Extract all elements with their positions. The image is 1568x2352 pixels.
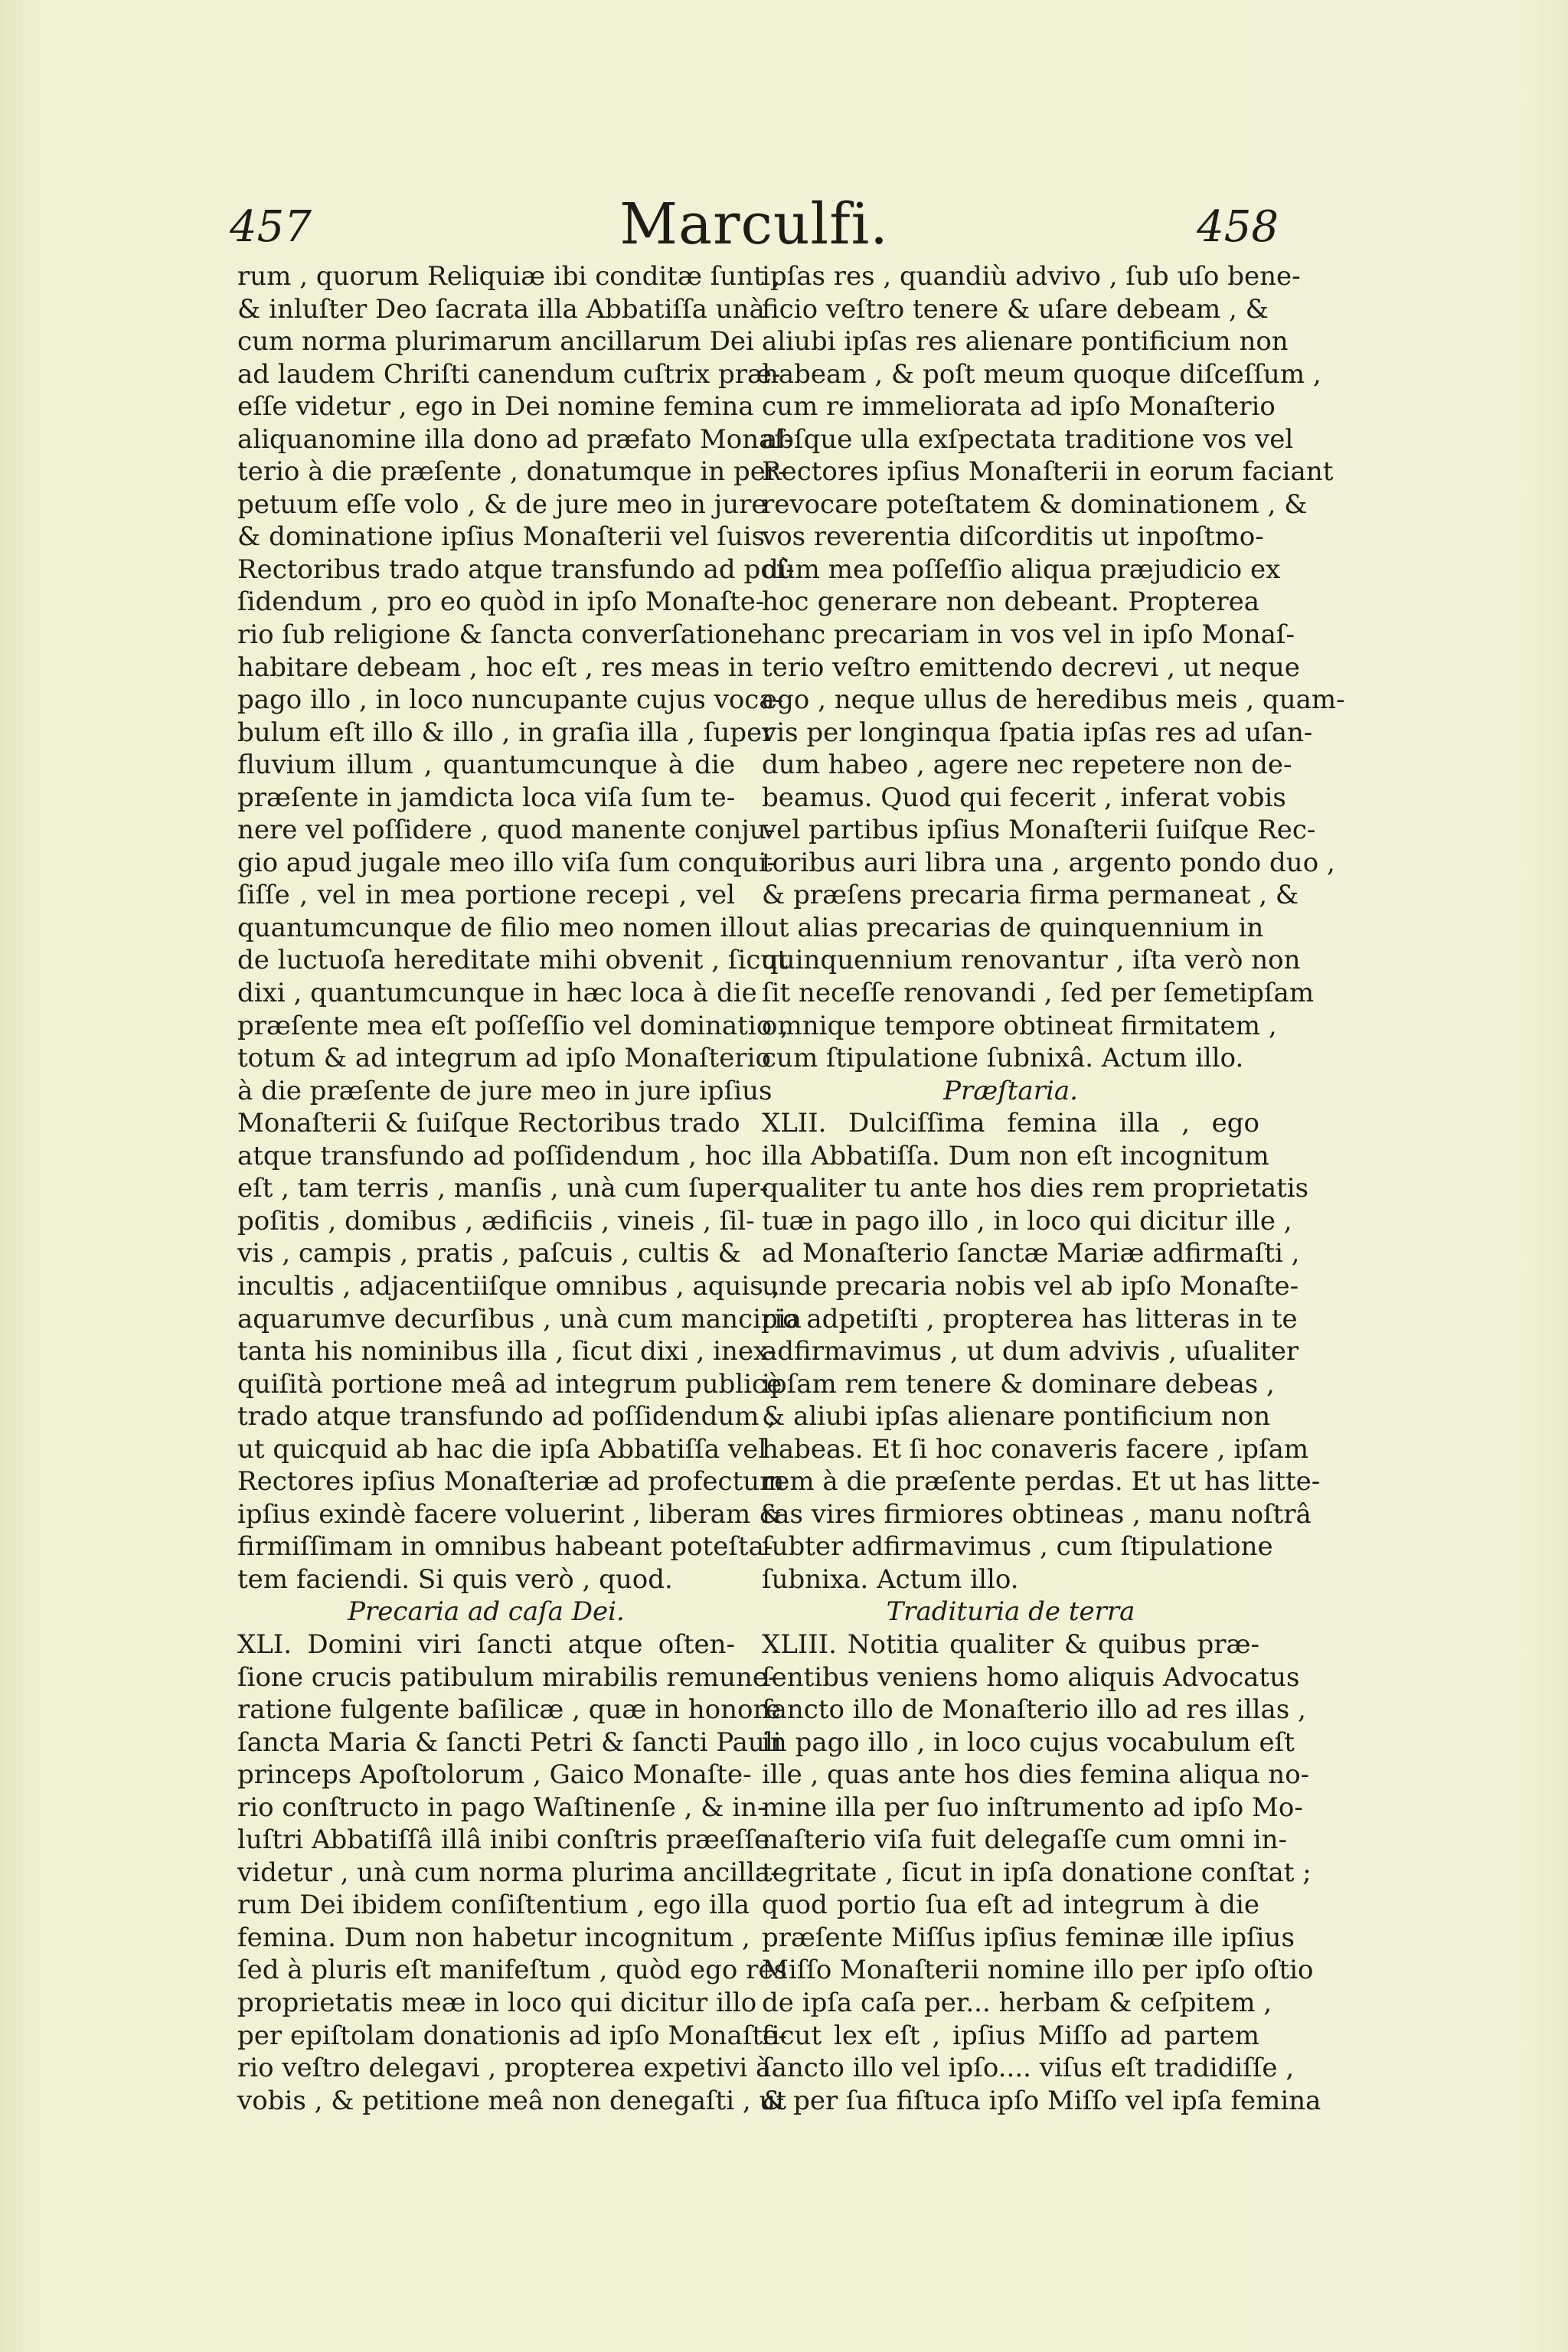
text-line: ratione fulgente baſilicæ , quæ in honore: [237, 1694, 781, 1726]
text-line: ipſam rem tenere & dominare debeas ,: [762, 1368, 1275, 1400]
text-line: præſente in jamdicta loca viſa ſum te-: [237, 782, 736, 813]
text-line: cum norma plurimarum ancillarum Dei: [237, 326, 754, 358]
text-line: gio apud jugale meo illo viſa ſum conqui-: [237, 847, 776, 878]
text-line: tanta his nominibus illa , ſicut dixi , inex-: [237, 1336, 777, 1367]
text-line: tem faciendi. Si quis verò , quod.: [237, 1563, 673, 1595]
text-line: fluvium illum , quantumcunque à die: [237, 750, 735, 781]
page-header: [230, 191, 1279, 260]
text-line: de ipſa caſa per... herbam & ceſpitem ,: [762, 1987, 1272, 2018]
text-line: rio adpetiſti , propterea has litteras in te: [762, 1303, 1298, 1334]
right-column: [762, 260, 1345, 2117]
text-line: revocare poteſtatem & dominationem , &: [762, 488, 1308, 520]
text-line: & per ſua fiſtuca ipſo Miſſo vel ipſa femina: [762, 2085, 1321, 2116]
text-line: cum re immeliorata ad ipſo Monaſterio: [762, 391, 1276, 423]
text-line: femina. Dum non habetur incognitum ,: [237, 1922, 750, 1953]
text-line: ſubnixa. Actum illo.: [762, 1563, 1019, 1595]
text-line: rio conſtructo in pago Waſtinenſe , & in-: [237, 1792, 766, 1823]
text-line: præſente Miſſus ipſius feminæ ille ipſius: [762, 1922, 1295, 1953]
section-heading: Tradituria de terra: [886, 1596, 1135, 1628]
text-line: quantumcunque de filio meo nomen illo: [237, 912, 761, 943]
text-line: ad Monaſterio ſanctæ Mariæ adfirmaſti ,: [762, 1238, 1300, 1269]
text-line: mine illa per ſuo inſtrumento ad ipſo Mo-: [762, 1792, 1303, 1823]
text-line: per epiſtolam donationis ad ipſo Monaſte-: [237, 2020, 787, 2051]
text-line: incultis , adjacentiiſque omnibus , aquis ,: [237, 1270, 780, 1302]
text-line: ſicut lex eſt , ipſius Miſſo ad partem: [762, 2020, 1259, 2051]
page-number-right: 458: [1197, 202, 1279, 252]
text-line: ſione crucis patibulum mirabilis remune-: [237, 1661, 777, 1693]
text-line: ego , neque ullus de heredibus meis , quam-: [762, 684, 1345, 716]
text-line: eſſe videtur , ego in Dei nomine femina: [237, 391, 754, 423]
text-line: unde precaria nobis vel ab ipſo Monaſte-: [762, 1270, 1299, 1302]
text-line: ut quicquid ab hac die ipſa Abbatiſſa vel: [237, 1433, 767, 1465]
text-line: vis , campis , pratis , paſcuis , cultis &: [237, 1238, 741, 1269]
section-heading: Precaria ad caſa Dei.: [348, 1596, 625, 1628]
text-line: bulum eſt illo & illo , in graſia illa , ſuper: [237, 717, 775, 748]
page-number-left: 457: [230, 202, 312, 252]
left-column: [237, 260, 802, 2117]
text-line: XLI. Domini viri ſancti atque oſten-: [237, 1628, 735, 1660]
text-line: nere vel poſſidere , quod manente conju-: [237, 815, 776, 846]
text-line: & dominatione ipſius Monaſterii vel ſuis: [237, 521, 766, 553]
text-line: quiſità portione meâ ad integrum publicè: [237, 1368, 782, 1400]
text-line: omnique tempore obtineat firmitatem ,: [762, 1010, 1277, 1041]
text-line: toribus auri libra una , argento pondo duo ,: [762, 847, 1335, 878]
text-line: de luctuoſa hereditate mihi obvenit , ſicut: [237, 945, 788, 976]
text-line: rio veſtro delegavi , propterea expetivi à: [237, 2053, 772, 2084]
text-line: ſiſſe , vel in mea portione recepi , vel: [237, 880, 735, 911]
text-line: qualiter tu ante hos dies rem proprietatis: [762, 1173, 1309, 1204]
text-line: petuum eſſe volo , & de jure meo in jure: [237, 488, 767, 520]
text-line: firmiſſimam in omnibus habeant poteſta-: [237, 1531, 773, 1563]
text-line: præſente mea eſt poſſeſſio vel dominatio ,: [237, 1010, 789, 1041]
text-line: poſitis , domibus , ædificiis , vineis , ſil-: [237, 1205, 755, 1236]
text-line: ſed à pluris eſt manifeſtum , quòd ego res: [237, 1955, 787, 1986]
text-line: Rectores ipſius Monaſteriæ ad profectum: [237, 1466, 785, 1498]
text-line: aquarumve decurſibus , unà cum mancipia: [237, 1303, 802, 1334]
text-line: ſubter adfirmavimus , cum ſtipulatione: [762, 1531, 1273, 1563]
text-line: rem à die præſente perdas. Et ut has litte-: [762, 1466, 1321, 1498]
section-heading: Præſtaria.: [943, 1075, 1078, 1106]
text-line: eſt , tam terris , manſis , unà cum ſuper-: [237, 1173, 769, 1204]
text-line: terio veſtro emittendo decrevi , ut neque: [762, 652, 1300, 683]
text-line: videtur , unà cum norma plurima ancilla-: [237, 1857, 779, 1888]
text-line: Miſſo Monaſterii nomine illo per ipſo oſtio: [762, 1955, 1314, 1986]
text-line: dixi , quantumcunque in hæc loca à die: [237, 978, 757, 1009]
text-line: pago illo , in loco nuncupante cujus voca-: [237, 684, 784, 716]
text-line: princeps Apoſtolorum , Gaico Monaſte-: [237, 1759, 752, 1791]
text-line: quinquennium renovantur , iſta verò non: [762, 945, 1301, 976]
text-line: tegritate , ſicut in ipſa donatione conſtat ;: [762, 1857, 1312, 1888]
text-line: à die præſente de jure meo in jure ipſius: [237, 1075, 773, 1106]
text-line: rum , quorum Reliquiæ ibi conditæ ſunt ,: [237, 261, 781, 292]
text-line: vel partibus ipſius Monaſterii ſuiſque Rec-: [762, 815, 1316, 846]
text-line: tuæ in pago illo , in loco qui dicitur ille ,: [762, 1205, 1292, 1236]
text-line: ſancto illo de Monaſterio illo ad res illas ,: [762, 1694, 1306, 1726]
text-line: ut alias precarias de quinquennium in: [762, 912, 1264, 943]
text-line: aliubi ipſas res alienare pontificium non: [762, 326, 1289, 358]
text-line: dum habeo , agere nec repetere non de-: [762, 750, 1292, 781]
text-line: ille , quas ante hos dies femina aliqua no-: [762, 1759, 1310, 1791]
text-line: illa Abbatiſſa. Dum non eſt incognitum: [762, 1140, 1269, 1171]
text-line: hanc precariam in vos vel in ipſo Monaſ-: [762, 619, 1295, 651]
text-line: totum & ad integrum ad ipſo Monaſterio: [237, 1043, 771, 1074]
text-line: ſidendum , pro eo quòd in ipſo Monaſte-: [237, 586, 765, 618]
text-line: habeam , & poſt meum quoque diſceſſum ,: [762, 358, 1321, 390]
text-line: & præſens precaria firma permaneat , &: [762, 880, 1299, 911]
text-line: dùm mea poſſeſſio aliqua præjudicio ex: [762, 554, 1281, 585]
running-title: Marculfi.: [619, 191, 889, 257]
text-line: cum ſtipulatione ſubnixâ. Actum illo.: [762, 1043, 1244, 1074]
text-line: ad laudem Chriſti canendum cuſtrix præ-: [237, 358, 781, 390]
text-line: terio à die præſente , donatumque in per-: [237, 456, 787, 488]
text-line: XLIII. Notitia qualiter & quibus præ-: [762, 1628, 1259, 1660]
text-line: ſancto illo vel ipſo.... viſus eſt tradidiſſe ,: [762, 2053, 1295, 2084]
text-line: vos reverentia diſcorditis ut inpoſtmo-: [762, 521, 1264, 553]
text-line: beamus. Quod qui fecerit , inferat vobis: [762, 782, 1286, 813]
text-line: proprietatis meæ in loco qui dicitur illo: [237, 1987, 757, 2018]
text-line: Rectoribus trado atque transfundo ad poſ-: [237, 554, 795, 585]
text-line: habitare debeam , hoc eſt , res meas in: [237, 652, 753, 683]
text-line: abſque ulla exſpectata traditione vos vel: [762, 423, 1294, 455]
text-line: vis per longinqua ſpatia ipſas res ad uſan-: [762, 717, 1313, 748]
text-line: quod portio ſua eſt ad integrum à die: [762, 1890, 1259, 1921]
text-line: & aliubi ipſas alienare pontificium non: [762, 1401, 1271, 1432]
text-line: vobis , & petitione meâ non denegaſti , ut: [237, 2085, 787, 2116]
text-line: hoc generare non debeant. Propterea: [762, 586, 1259, 618]
text-line: trado atque transfundo ad poſſidendum ;: [237, 1401, 776, 1432]
text-line: ſentibus veniens homo aliquis Advocatus: [762, 1661, 1300, 1693]
text-line: & inluſter Deo ſacrata illa Abbatiſſa unà: [237, 293, 765, 325]
text-line: XLII. Dulciſſima femina illa , ego: [762, 1108, 1259, 1139]
text-line: luſtri Abbatiſſâ illâ inibi conſtris præeſſe: [237, 1824, 770, 1856]
text-line: ficio veſtro tenere & uſare debeam , &: [762, 293, 1269, 325]
text-line: Rectores ipſius Monaſterii in eorum faciant: [762, 456, 1334, 488]
text-line: ipſius exindè facere voluerint , liberam &: [237, 1498, 782, 1530]
text-line: ras vires firmiores obtineas , manu noſtrâ: [762, 1498, 1312, 1530]
text-line: habeas. Et ſi hoc conaveris facere , ipſam: [762, 1433, 1309, 1465]
text-line: ipſas res , quandiù advivo , ſub uſo bene-: [762, 261, 1301, 292]
text-line: adfirmavimus , ut dum advivis , uſualiter: [762, 1336, 1299, 1367]
text-line: aliquanomine illa dono ad præfato Monaſ-: [237, 423, 793, 455]
text-line: rum Dei ibidem conſiſtentium , ego illa: [237, 1890, 750, 1921]
text-line: ſit neceſſe renovandi , ſed per ſemetipſam: [762, 978, 1315, 1009]
text-line: atque transfundo ad poſſidendum , hoc: [237, 1140, 753, 1171]
text-line: in pago illo , in loco cujus vocabulum eſt: [762, 1726, 1295, 1758]
text-line: naſterio viſa fuit delegaſſe cum omni in-: [762, 1824, 1288, 1856]
text-line: rio ſub religione & ſancta converſatione: [237, 619, 763, 651]
text-line: Monaſterii & ſuiſque Rectoribus trado: [237, 1108, 740, 1139]
text-line: ſancta Maria & ſancti Petri & ſancti Pauli: [237, 1726, 782, 1758]
